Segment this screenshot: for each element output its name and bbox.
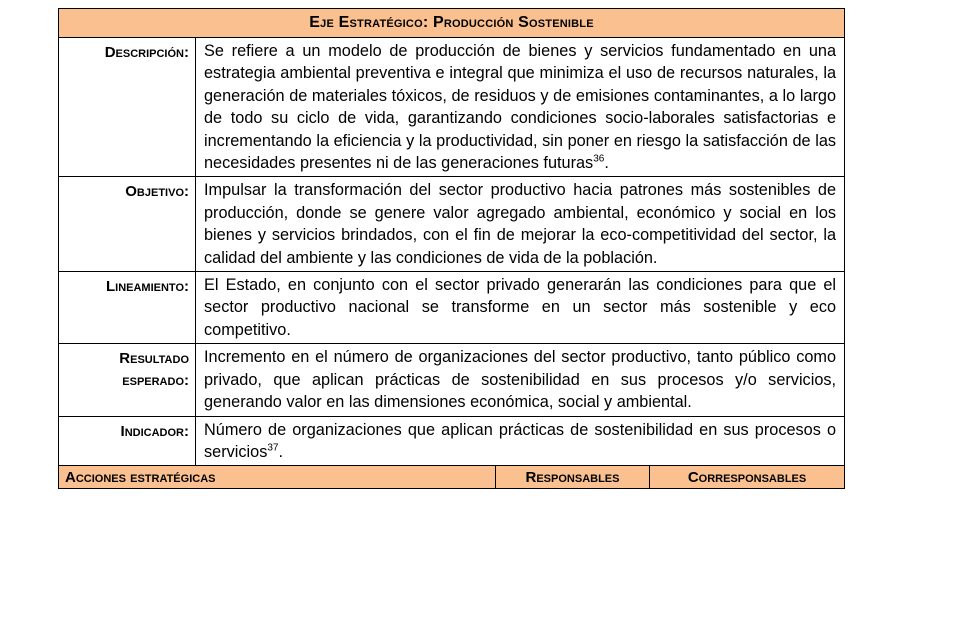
row-lineamiento [59,272,845,344]
label-lineamiento: Lineamiento: [59,272,196,344]
text-objetivo: Impulsar la transformación del sector productivo hacia patrones más sostenibles de producción, donde se genere valor agregado ambiental, económico y social en los bienes y servicios brindados, con el fin de mejorar la eco-competitividad del sector, la calidad del ambiente y las condiciones de vida de la población. [196,177,845,272]
col-acciones: Acciones estratégicas [59,466,496,489]
label-objetivo: Objetivo: [59,177,196,272]
text-descripcion-body: Se refiere a un modelo de producción de bienes y servicios fundamentado en una estrategia ambiental preventiva e integral que minimiza el uso de recursos naturales, la generación de materiales tóxicos, de residuos y de emisiones contaminantes, a lo largo de todo su ciclo de vida, garantizando condiciones socio-laborales satisfactorias e incrementando la eficiencia y la productividad, sin poner en riesgo la satisfacción de las necesidades presentes ni de las generaciones futuras [204,42,837,173]
footnote-36: 36 [593,153,605,165]
row-descripcion [59,38,845,177]
text-lineamiento: El Estado, en conjunto con el sector privado generarán las condiciones para que el sector productivo nacional se transforme en un sector más sostenible y eco competitivo. [196,272,845,344]
label-resultado: Resultado esperado: [59,344,196,416]
text-resultado: Incremento en el número de organizaciones del sector productivo, tanto público como privado, que aplican prácticas de sostenibilidad en sus procesos y/o servicios, generando valor en las dimensiones económica, social y ambiental. [196,344,845,416]
footer-row [59,466,845,489]
header-row [59,9,845,38]
label-descripcion: Descripción: [59,38,196,177]
text-indicador-end: . [278,442,283,461]
row-resultado [59,344,845,416]
text-descripcion-end: . [604,154,609,173]
row-indicador [59,416,845,466]
table-title: Eje Estratégico: Producción Sostenible [59,9,845,38]
label-indicador: Indicador: [59,416,196,466]
col-responsables: Responsables [496,466,650,489]
col-corresponsables: Corresponsables [650,466,845,489]
text-indicador [196,416,845,466]
text-indicador-body: Número de organizaciones que aplican prácticas de sostenibilidad en sus procesos o servicios [204,420,837,461]
text-descripcion [196,38,845,177]
row-objetivo [59,177,845,272]
footnote-37: 37 [267,442,279,454]
strategy-table [58,8,845,489]
